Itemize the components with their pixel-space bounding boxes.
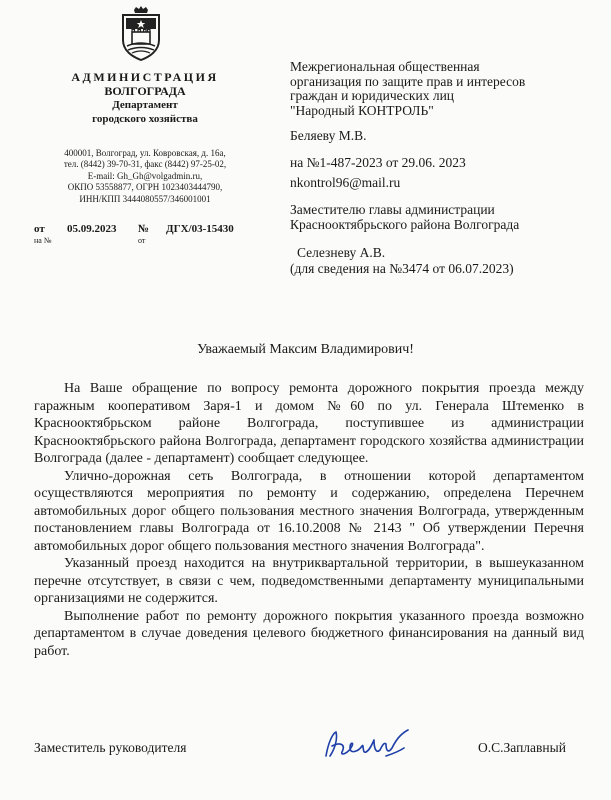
reply-to-label: на № (34, 236, 52, 245)
reply-from-label: от (138, 236, 146, 245)
deputy-recipient (290, 203, 519, 232)
recipient-reference: на №1-487-2023 от 29.06. 2023 (290, 155, 466, 170)
recipient-org-line: граждан и юридических лиц (290, 88, 455, 103)
org-name: АДМИНИСТРАЦИЯ (71, 70, 219, 84)
contact-line: E-mail: Gh_Gh@volgadmin.ru, (87, 170, 203, 181)
recipient-person: Беляеву М.В. (290, 128, 367, 143)
body-paragraph: Выполнение работ по ремонту дорожного покрытия указанного проезда возможно департаментом в случае доведения целевого бюджетного финансирования на данный вид работ. (34, 608, 584, 659)
body-paragraph: На Ваше обращение по вопросу ремонта дорожного покрытия проезда между гаражным кооперативом Заря-1 и домом №60 по ул. Генерала Штеменко в Краснооктябрьском районе Волгограда, поступившее из администрации Краснооктябрьского района Волгограда, департамент городского хозяйства администрации Волгограда (далее - департамент) сообщает следующее. (34, 381, 584, 466)
recipient-org-line: организация по защите прав и интересов (290, 73, 526, 89)
contact-line: 400001, Волгоград, ул. Ковровская, д. 16а, (64, 148, 226, 158)
letter-body (34, 380, 584, 660)
reg-date: 05.09.2023 (67, 223, 117, 235)
reg-from-label: от (34, 223, 45, 235)
reg-number-label: № (138, 223, 150, 235)
deputy-line: Заместителю главы администрации (290, 202, 495, 217)
contact-details (40, 148, 250, 205)
body-paragraph: Указанный проезд находится на внутриквартальной территории, в вышеуказанном перечне отсутствует, в связи с чем, подведомственными департаменту муниципальными организациями не содержится. (34, 556, 584, 606)
signer-name: О.С.Заплавный (478, 740, 566, 755)
salutation: Уважаемый Максим Владимирович! (197, 342, 414, 357)
deputy-line: Краснооктябрьского района Волгограда (290, 216, 520, 232)
recipient-org-line: Межрегиональная общественная (290, 59, 480, 74)
deputy-name: Селезневу А.В. (297, 245, 386, 260)
signature-icon (318, 726, 418, 764)
contact-line: тел. (8442) 39-70-31, факс (8442) 97-25-02, (63, 159, 227, 170)
recipient-org (290, 60, 525, 118)
city-name: ВОЛГОГРАДА (104, 84, 186, 98)
dept-line-1: Департамент (112, 99, 178, 111)
info-note: (для сведения на №3474 от 06.07.2023) (290, 261, 514, 276)
contact-line: ОКПО 53558877, ОГРН 1023403444790, (67, 182, 223, 193)
signer-position: Заместитель руководителя (34, 740, 187, 755)
dept-line-2: городского хозяйства (92, 113, 198, 125)
contact-line: ИНН/КПП 3444080557/346001001 (79, 193, 211, 204)
recipient-org-line: "Народный КОНТРОЛЬ" (290, 102, 434, 118)
recipient-email: nkontrol96@mail.ru (290, 175, 401, 190)
coat-of-arms-icon (118, 6, 164, 62)
body-paragraph: Улично-дорожная сеть Волгограда, в отношении которой департаментом осуществляются мероприятия по ремонту и содержанию, определена Перечнем автомобильных дорог общего пользования местного значения Волгограда, утвержденным постановлением главы Волгограда от 16.10.2008 № 2143 " Об утверждении Перечня автомобильных дорог общего пользования местного значения Волгограда". (34, 468, 584, 554)
reg-number: ДГХ/03-15430 (166, 223, 234, 235)
sender-block (40, 70, 250, 126)
